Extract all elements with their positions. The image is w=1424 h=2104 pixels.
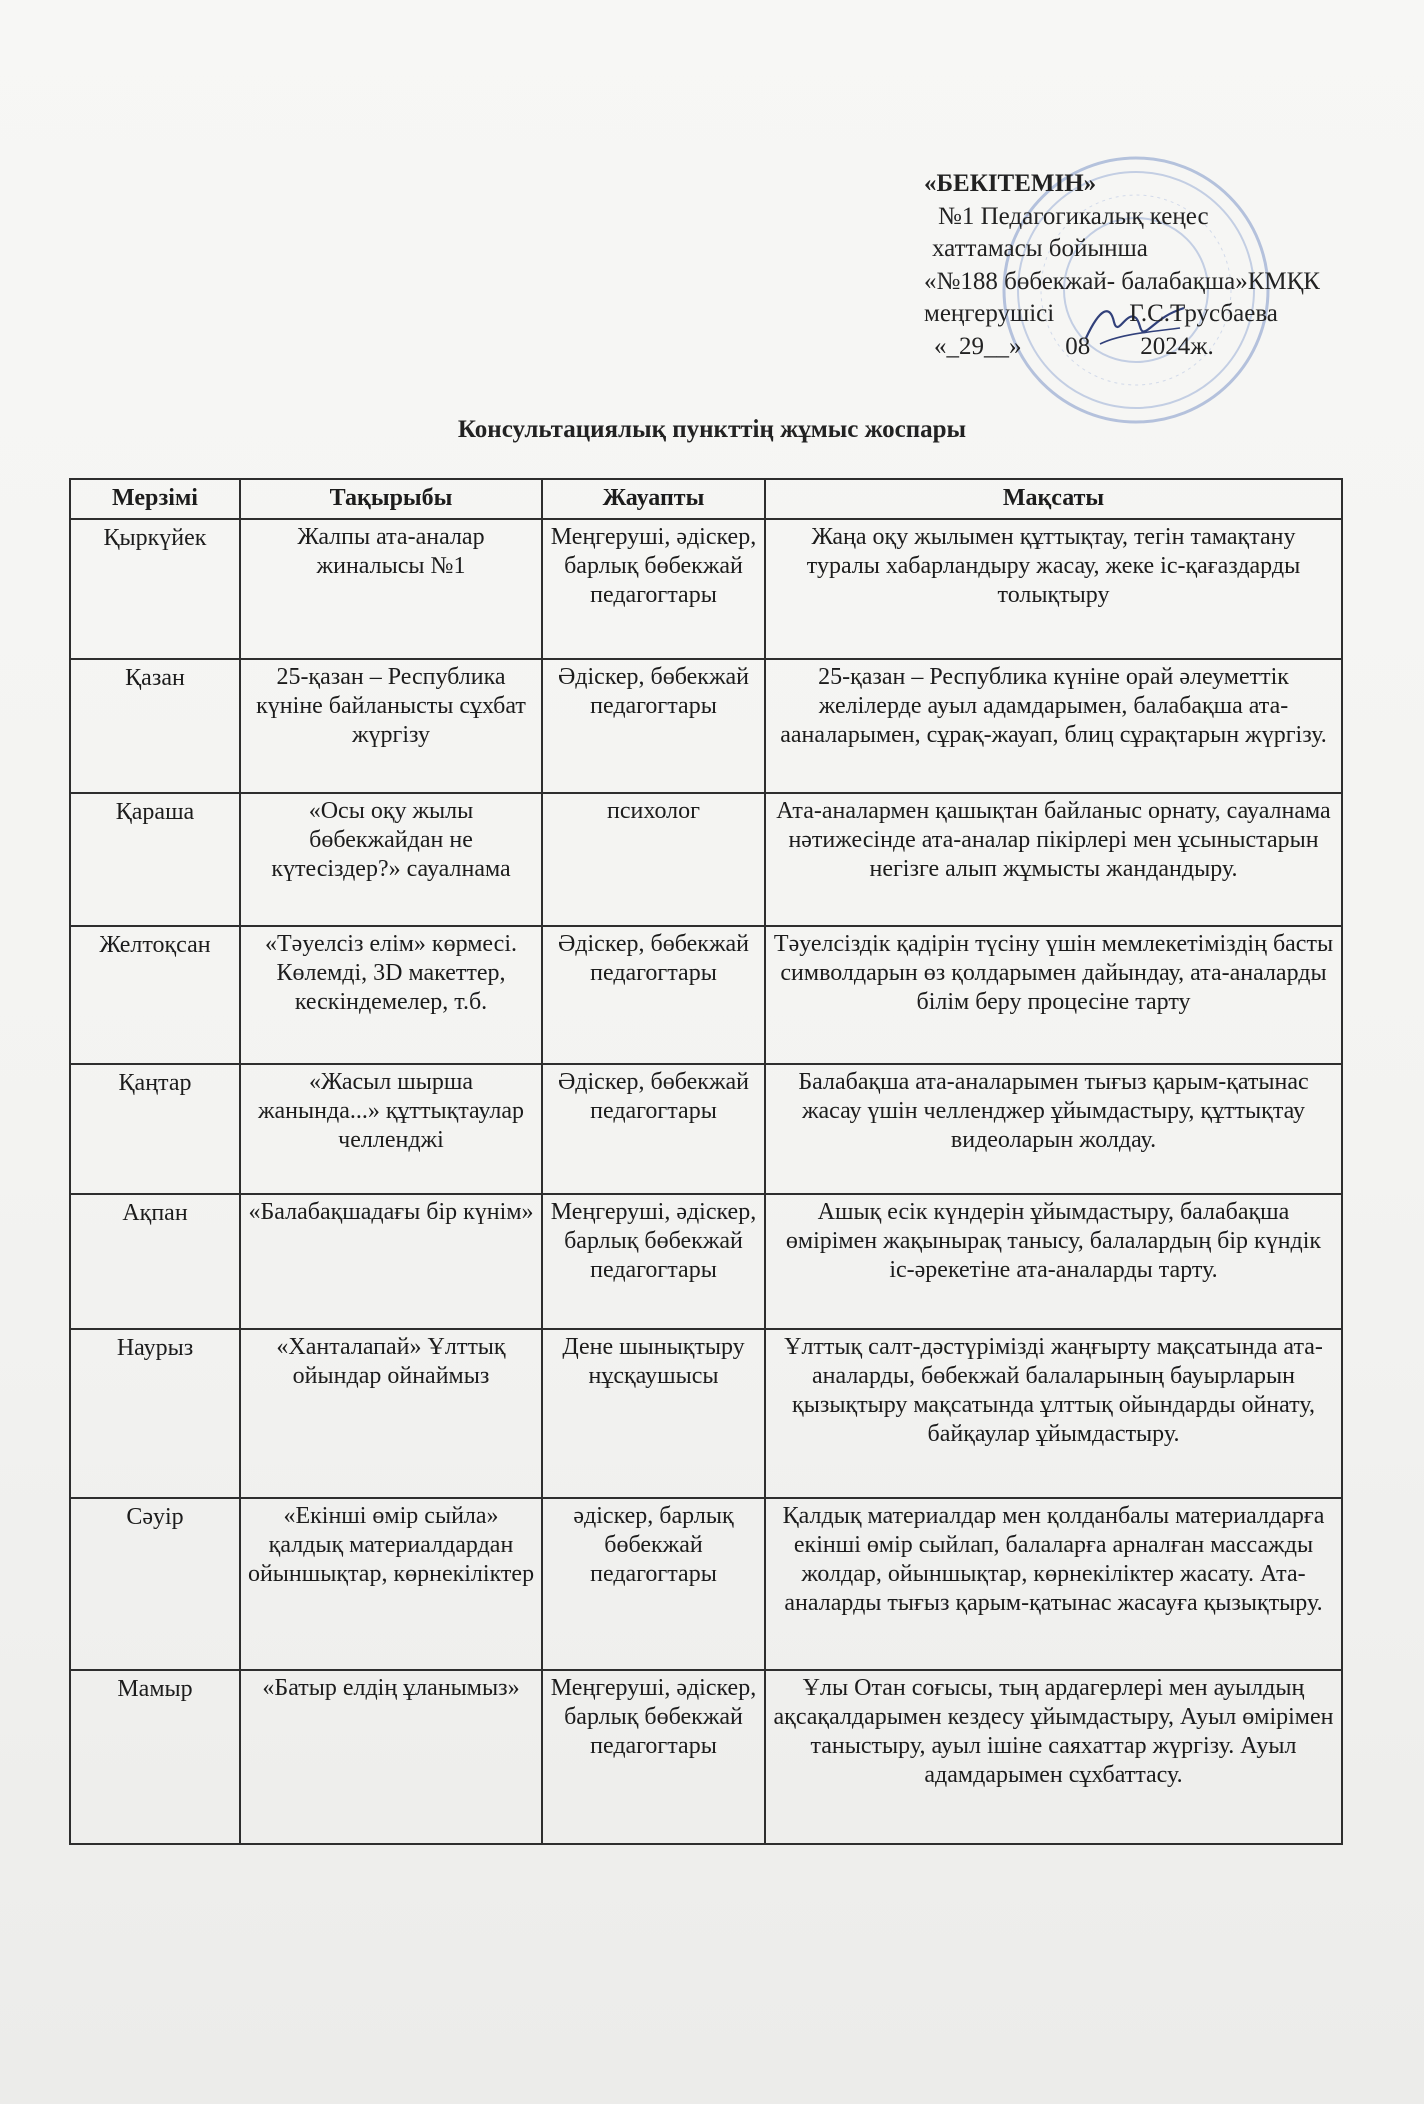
cell-responsible: Меңгеруші, әдіскер, барлық бөбекжай педагогтары [542, 1670, 765, 1844]
cell-responsible: әдіскер, барлық бөбекжай педагогтары [542, 1498, 765, 1670]
approval-line: меңгерушісі Г.С.Трусбаева [924, 300, 1278, 327]
cell-month: Наурыз [70, 1329, 240, 1498]
cell-month: Мамыр [70, 1670, 240, 1844]
header-topic: Тақырыбы [240, 479, 542, 519]
cell-topic: Жалпы ата-аналар жиналысы №1 [240, 519, 542, 659]
cell-topic: «Екінші өмір сыйла» қалдық материалдардан ойыншықтар, көрнекіліктер [240, 1498, 542, 1670]
cell-month: Қаңтар [70, 1064, 240, 1194]
table-row [70, 1064, 1342, 1194]
cell-goal: Ұлттық салт-дәстүрімізді жаңғырту мақсатында ата-аналарды, бөбекжай балаларының бауырларын қызықтыру мақсатында ұлттық ойындарды ойнату, байқаулар ұйымдастыру. [765, 1329, 1342, 1498]
cell-responsible: Меңгеруші, әдіскер, барлық бөбекжай педагогтары [542, 1194, 765, 1329]
table-row [70, 1194, 1342, 1329]
cell-topic: «Батыр елдің ұланымыз» [240, 1670, 542, 1844]
approval-line: хаттамасы бойынша [932, 235, 1148, 262]
cell-topic: «Балабақшадағы бір күнім» [240, 1194, 542, 1329]
table-row [70, 926, 1342, 1064]
cell-month: Қараша [70, 793, 240, 926]
table-row [70, 793, 1342, 926]
cell-responsible: Әдіскер, бөбекжай педагогтары [542, 926, 765, 1064]
header-goal: Мақсаты [765, 479, 1342, 519]
cell-topic: 25-қазан – Республика күніне байланысты сұхбат жүргізу [240, 659, 542, 793]
table-row [70, 1670, 1342, 1844]
approval-line: №1 Педагогикалық кеңес [938, 202, 1209, 230]
cell-responsible: Меңгеруші, әдіскер, барлық бөбекжай педагогтары [542, 519, 765, 659]
table-row [70, 1329, 1342, 1498]
cell-topic: «Тәуелсіз елім» көрмесі. Көлемді, 3D макеттер, кескіндемелер, т.б. [240, 926, 542, 1064]
cell-month: Сәуір [70, 1498, 240, 1670]
cell-goal: Ашық есік күндерін ұйымдастыру, балабақша өмірімен жақынырақ танысу, балалардың бір күндік іс-әрекетіне ата-аналарды тарту. [765, 1194, 1342, 1329]
cell-responsible: Дене шынықтыру нұсқаушысы [542, 1329, 765, 1498]
table-header-row [70, 479, 1342, 519]
approval-heading: «БЕКІТЕМІН» [924, 170, 1097, 197]
cell-month: Ақпан [70, 1194, 240, 1329]
cell-goal: Тәуелсіздік қадірін түсіну үшін мемлекетіміздің басты символдарын өз қолдарымен дайындау, ата-аналарды білім беру процесіне тарту [765, 926, 1342, 1064]
approval-block [924, 168, 1344, 363]
cell-month: Желтоқсан [70, 926, 240, 1064]
table-row [70, 1498, 1342, 1670]
table-row [70, 659, 1342, 793]
cell-goal: Ұлы Отан соғысы, тың ардагерлері мен ауылдың ақсақалдарымен кездесу ұйымдастыру, Ауыл өмірімен таныстыру, ауыл ішіне саяхаттар жүргізу. Ауыл адамдарымен сұхбаттасу. [765, 1670, 1342, 1844]
cell-month: Қазан [70, 659, 240, 793]
table-row [70, 519, 1342, 659]
cell-topic: «Жасыл шырша жанында...» құттықтаулар челленджі [240, 1064, 542, 1194]
cell-responsible: Әдіскер, бөбекжай педагогтары [542, 1064, 765, 1194]
cell-topic: «Ханталапай» Ұлттық ойындар ойнаймыз [240, 1329, 542, 1498]
cell-topic: «Осы оқу жылы бөбекжайдан не күтесіздер?» сауалнама [240, 793, 542, 926]
cell-goal: 25-қазан – Республика күніне орай әлеуметтік желілерде ауыл адамдарымен, балабақша ата-ааналарымен, сұрақ-жауап, блиц сұрақтарын жүргізу. [765, 659, 1342, 793]
document-title: Консультациялық пункттің жұмыс жоспары [457, 416, 967, 443]
header-period: Мерзімі [70, 479, 240, 519]
cell-goal: Жаңа оқу жылымен құттықтау, тегін тамақтану туралы хабарландыру жасау, жеке іс-қағаздарды толықтыру [765, 519, 1342, 659]
approval-date: «_29__» 08 2024ж. [934, 332, 1214, 360]
work-plan-table [69, 478, 1343, 1845]
cell-goal: Ата-аналармен қашықтан байланыс орнату, сауалнама нәтижесінде ата-аналар пікірлері мен ұсыныстарын негізге алып жұмысты жандандыру. [765, 793, 1342, 926]
cell-responsible: Әдіскер, бөбекжай педагогтары [542, 659, 765, 793]
cell-goal: Балабақша ата-аналарымен тығыз қарым-қатынас жасау үшін челленджер ұйымдастыру, құттықтау видеоларын жолдау. [765, 1064, 1342, 1194]
cell-goal: Қалдық материалдар мен қолданбалы материалдарға екінші өмір сыйлап, балаларға арналған массажды жолдар, ойыншықтар, көрнекіліктер жасату. Ата-аналарды тығыз қарым-қатынас жасауға қызықтыру. [765, 1498, 1342, 1670]
cell-month: Қыркүйек [70, 519, 240, 659]
approval-line: «№188 бөбекжай- балабақша»КМҚК [924, 267, 1320, 295]
header-responsible: Жауапты [542, 479, 765, 519]
cell-responsible: психолог [542, 793, 765, 926]
